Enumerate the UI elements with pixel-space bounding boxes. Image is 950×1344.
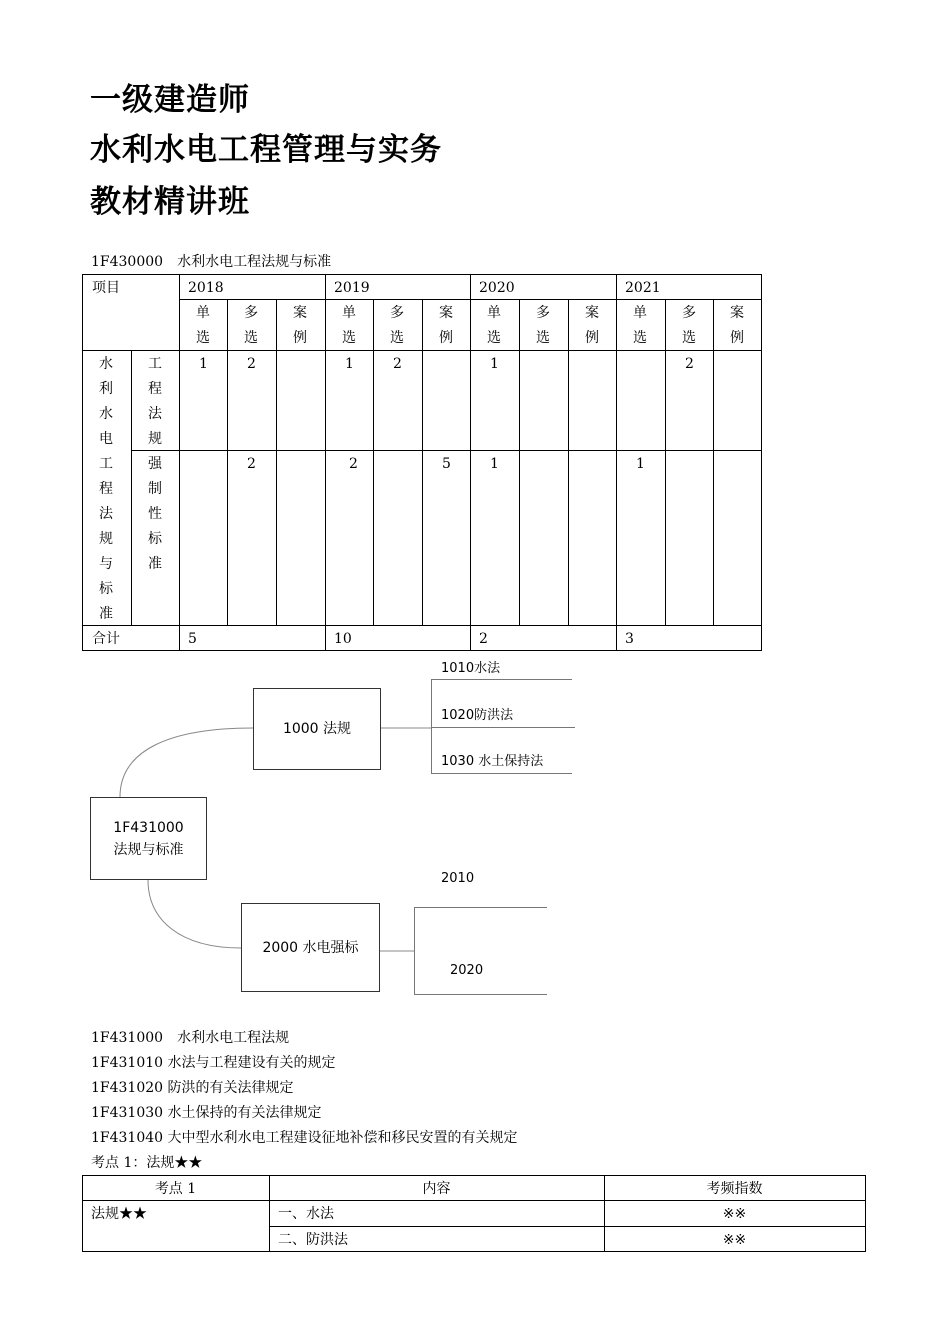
doc-title-subject: 水利水电工程管理与实务 <box>90 132 442 168</box>
year-header: 2021 <box>625 280 661 296</box>
root-node: 1F431000 法规与标准 <box>90 797 207 880</box>
subcol-header: 多选 <box>244 305 258 346</box>
toc-item: 1F431000 水利水电工程法规 <box>91 1030 290 1046</box>
branch-item: 1030 水土保持法 <box>441 754 544 769</box>
value-cell: 2 <box>247 356 256 372</box>
doc-title-course: 教材精讲班 <box>90 184 250 220</box>
branch-item: 2020 <box>450 963 484 978</box>
total-cell: 10 <box>334 631 352 647</box>
branch-item: 2010 <box>441 871 475 886</box>
subcol-header: 多选 <box>536 305 550 346</box>
section-heading: 1F430000 水利水电工程法规与标准 <box>91 254 332 270</box>
year-header: 2018 <box>188 280 224 296</box>
subcol-header: 案例 <box>293 305 307 346</box>
value-cell: 2 <box>685 356 694 372</box>
category-label: 水利水电工程法规与标准 <box>99 356 113 622</box>
total-cell: 2 <box>479 631 488 647</box>
point-col-header: 考点 1 <box>154 1181 197 1197</box>
year-header: 2019 <box>334 280 370 296</box>
freq-cell: ※※ <box>722 1206 747 1222</box>
freq-col-header: 考频指数 <box>706 1181 763 1197</box>
toc-item: 1F431010 水法与工程建设有关的规定 <box>91 1055 336 1071</box>
freq-cell: ※※ <box>722 1232 747 1248</box>
value-cell: 1 <box>636 456 645 472</box>
toc-item: 1F431040 大中型水利水电工程建设征地补偿和移民安置的有关规定 <box>91 1130 518 1146</box>
value-cell: 2 <box>349 456 358 472</box>
toc-item: 1F431030 水土保持的有关法律规定 <box>91 1105 322 1121</box>
subcol-header: 多选 <box>390 305 404 346</box>
doc-title-exam: 一级建造师 <box>90 82 250 118</box>
subcol-header: 案例 <box>585 305 599 346</box>
subcol-header: 单选 <box>633 305 647 346</box>
subcol-header: 单选 <box>487 305 501 346</box>
toc-item: 1F431020 防洪的有关法律规定 <box>91 1080 294 1096</box>
subcol-header: 案例 <box>730 305 744 346</box>
total-label: 合计 <box>92 631 120 647</box>
value-cell: 1 <box>490 456 499 472</box>
item-header: 项目 <box>92 280 120 296</box>
subcol-header: 单选 <box>196 305 210 346</box>
row-label: 强制性标准 <box>148 456 162 572</box>
point-cell: 法规★★ <box>91 1206 147 1222</box>
subcol-header: 多选 <box>682 305 696 346</box>
value-cell: 1 <box>490 356 499 372</box>
value-cell: 2 <box>393 356 402 372</box>
value-cell: 1 <box>199 356 208 372</box>
subcol-header: 单选 <box>342 305 356 346</box>
branch-node-regulations: 1000 法规 <box>253 688 381 770</box>
content-cell: 一、水法 <box>278 1206 334 1222</box>
subcol-header: 案例 <box>439 305 453 346</box>
point-heading: 考点 1：法规★★ <box>91 1155 203 1171</box>
branch-node-standards: 2000 水电强标 <box>241 903 380 992</box>
value-cell: 5 <box>442 456 451 472</box>
value-cell: 2 <box>247 456 256 472</box>
value-cell: 1 <box>345 356 354 372</box>
content-col-header: 内容 <box>422 1181 451 1197</box>
content-cell: 二、防洪法 <box>278 1232 348 1248</box>
year-header: 2020 <box>479 280 515 296</box>
row-label: 工程法规 <box>148 356 162 447</box>
branch-item: 1010水法 <box>441 661 501 676</box>
branch-item: 1020防洪法 <box>441 708 514 723</box>
total-cell: 3 <box>625 631 634 647</box>
total-cell: 5 <box>188 631 197 647</box>
